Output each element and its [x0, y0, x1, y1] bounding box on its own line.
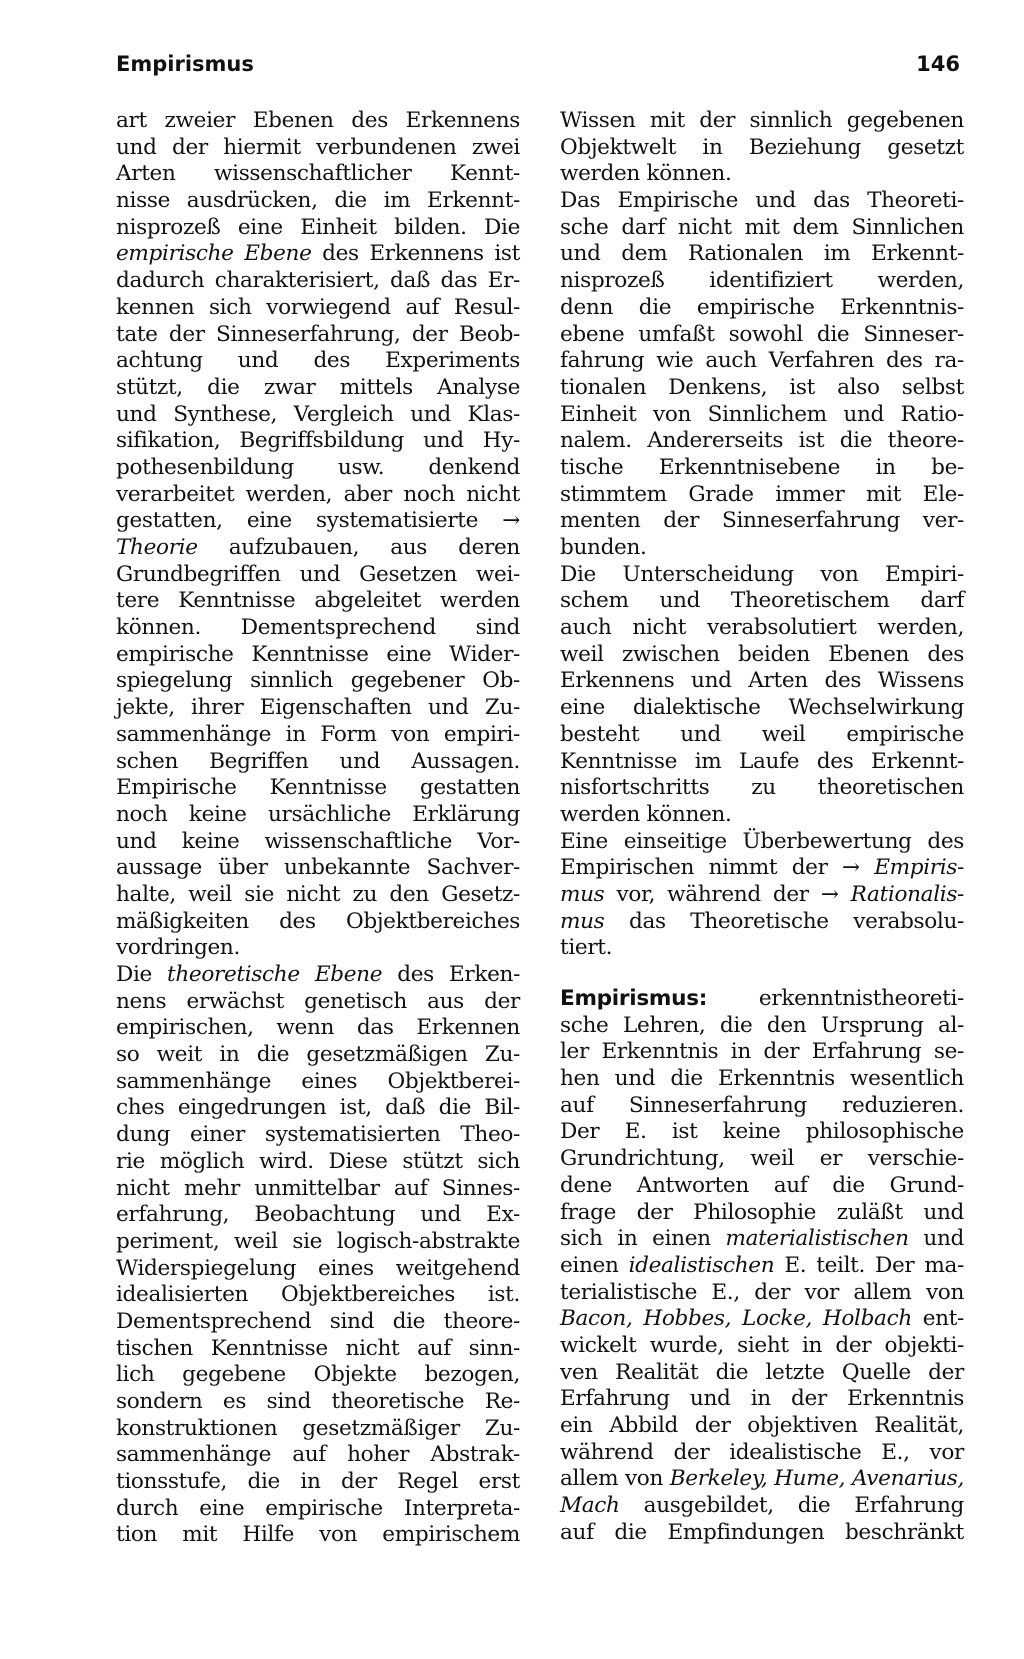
text-line: spiegelung sinnlich gegebener Ob-	[116, 668, 520, 694]
text-line: periment, weil sie logisch-abstrakte	[116, 1228, 520, 1254]
text-line: ein Abbild der objektiven Realität,	[560, 1413, 964, 1438]
text-line: Der E. ist keine philosophische	[560, 1119, 964, 1145]
text-line: noch keine ursächliche Erklärung	[116, 801, 520, 827]
text-line: Wissen mit der sinnlich gegebenen	[560, 108, 964, 133]
text-line: Dementsprechend sind die theore-	[116, 1308, 520, 1334]
emphasis-text: mus	[560, 908, 605, 934]
text-line: wickelt wurde, sieht in der objekti-	[560, 1332, 964, 1358]
text-line: empirische Kenntnisse eine Wider-	[116, 641, 520, 667]
text-line: nens erwächst genetisch aus der	[116, 988, 520, 1014]
text-line: Objektwelt in Beziehung gesetzt	[560, 134, 964, 160]
text-line: aussage über unbekannte Sachver-	[116, 855, 520, 881]
text-line: können. Dementsprechend sind	[116, 615, 520, 641]
page-number: 146	[916, 52, 960, 76]
text-line: terialistische E., der vor allem von	[560, 1279, 964, 1305]
text-line: tionalen Denkens, ist also selbst	[560, 374, 964, 400]
text-line: sche darf nicht mit dem Sinnlichen	[560, 214, 964, 240]
text-line: mus vor, während der → Rationalis-	[560, 881, 964, 907]
text-line: dung einer systematisierten Theo-	[116, 1122, 520, 1148]
text-line: vordringen.	[116, 935, 241, 961]
left-text-column	[116, 108, 520, 1549]
text-line: ven Realität die letzte Quelle der	[560, 1359, 964, 1385]
text-line: nisfortschritts zu theoretischen	[560, 775, 964, 801]
text-line: Theorie aufzubauen, aus deren	[116, 535, 520, 560]
emphasis-text: Rationalis-	[850, 881, 964, 907]
emphasis-text: Bacon, Hobbes, Locke, Holbach	[560, 1306, 912, 1332]
text-line: kennen sich vorwiegend auf Resul-	[116, 294, 520, 320]
text-line: tischen Kenntnisse nicht auf sinn-	[116, 1335, 520, 1361]
text-line: Empirische Kenntnisse gestatten	[116, 775, 520, 801]
text-line: auf die Empfindungen beschränkt	[560, 1519, 964, 1545]
text-line: allem von Berkeley, Hume, Avenarius,	[560, 1466, 965, 1492]
text-line: ler Erkenntnis in der Erfahrung se-	[560, 1039, 964, 1065]
text-line: erfahrung, Beobachtung und Ex-	[116, 1202, 520, 1228]
text-line: Die theoretische Ebene des Erken-	[116, 962, 521, 987]
page-header	[116, 52, 960, 88]
text-line: einen idealistischen E. teilt. Der ma-	[560, 1252, 965, 1278]
text-line: Bacon, Hobbes, Locke, Holbach ent-	[560, 1306, 964, 1332]
text-line: Erfahrung und in der Erkenntnis	[560, 1386, 964, 1412]
text-line: sammenhänge in Form von empiri-	[116, 721, 520, 747]
text-line: ches eingedrungen ist, daß die Bil-	[116, 1095, 520, 1121]
text-line: Erkennens und Arten des Wissens	[560, 668, 964, 694]
text-line: Eine einseitige Überbewertung des	[560, 828, 964, 854]
text-line: so weit in die gesetzmäßigen Zu-	[116, 1042, 520, 1068]
text-line: und der hiermit verbundenen zwei	[116, 134, 520, 160]
text-line: empirische Ebene des Erkennens ist	[116, 241, 520, 267]
text-line: frage der Philosophie zuläßt und	[560, 1199, 964, 1225]
text-line: und dem Rationalen im Erkennt-	[560, 241, 964, 267]
text-line: Widerspiegelung eines weitgehend	[116, 1255, 520, 1281]
emphasis-text: Berkeley, Hume, Avenarius,	[669, 1466, 965, 1492]
text-line: nicht mehr unmittelbar auf Sinnes-	[116, 1175, 520, 1201]
text-line: durch eine empirische Interpreta-	[116, 1495, 520, 1521]
text-line: sammenhänge eines Objektberei-	[116, 1068, 520, 1094]
text-line: rie möglich wird. Diese stützt sich	[116, 1148, 520, 1174]
emphasis-text: mus	[560, 881, 605, 907]
text-line: hen und die Erkenntnis wesentlich	[560, 1066, 964, 1092]
text-line: pothesenbildung usw. denkend	[116, 454, 520, 480]
text-line: verarbeitet werden, aber noch nicht	[116, 481, 520, 507]
text-line: stützt, die zwar mittels Analyse	[116, 374, 520, 400]
text-line: art zweier Ebenen des Erkennens	[116, 108, 520, 133]
text-line: idealisierten Objektbereiches ist.	[116, 1282, 520, 1308]
text-line: Mach ausgebildet, die Erfahrung	[560, 1493, 964, 1519]
text-line: und Synthese, Vergleich und Klas-	[116, 401, 520, 427]
text-line: nisprozeß eine Einheit bilden. Die	[116, 214, 520, 240]
text-line: Arten wissenschaftlicher Kennt-	[116, 161, 520, 187]
text-line: menten der Sinneserfahrung ver-	[560, 508, 964, 534]
text-line: Das Empirische und das Theoreti-	[560, 188, 964, 214]
text-line: tionsstufe, die in der Regel erst	[116, 1469, 520, 1495]
right-text-column	[560, 108, 964, 1546]
text-line: gestatten, eine systematisierte →	[116, 508, 520, 534]
emphasis-text: Theorie	[116, 535, 198, 560]
text-line: Empirismus: erkenntnistheoreti-	[560, 986, 964, 1011]
text-line: tere Kenntnisse abgeleitet werden	[116, 588, 520, 614]
text-line: tate der Sinneserfahrung, der Beob-	[116, 321, 520, 347]
text-line: empirischen, wenn das Erkennen	[116, 1015, 520, 1041]
text-line: schem und Theoretischem darf	[560, 588, 964, 614]
text-line: besteht und weil empirische	[560, 721, 964, 747]
text-line: dadurch charakterisiert, daß das Er-	[116, 268, 520, 294]
text-line: denn die empirische Erkenntnis-	[560, 294, 964, 320]
text-line: eine dialektische Wechselwirkung	[560, 695, 964, 721]
text-line: mäßigkeiten des Objektbereiches	[116, 908, 520, 934]
text-line: Grundbegriffen und Gesetzen wei-	[116, 561, 520, 587]
emphasis-text: empirische Ebene	[116, 241, 312, 267]
text-line: lich gegebene Objekte bezogen,	[116, 1362, 520, 1388]
text-line: sche Lehren, die den Ursprung al-	[560, 1012, 964, 1038]
emphasis-text: idealistischen	[628, 1252, 775, 1278]
text-line: sifikation, Begriffsbildung und Hy-	[116, 428, 520, 454]
text-line: nisse ausdrücken, die im Erkennt-	[116, 188, 520, 214]
text-line: jekte, ihrer Eigenschaften und Zu-	[116, 695, 520, 721]
text-line: Kenntnisse im Laufe des Erkennt-	[560, 748, 964, 774]
text-line: auch nicht verabsolutiert werden,	[560, 615, 964, 641]
text-line: sondern es sind theoretische Re-	[116, 1389, 520, 1414]
text-line: und keine wissenschaftliche Vor-	[116, 828, 520, 854]
text-line: ebene umfaßt sowohl die Sinneser-	[560, 321, 964, 347]
text-line: auf Sinneserfahrung reduzieren.	[560, 1092, 964, 1118]
emphasis-text: Mach	[560, 1493, 620, 1519]
text-line: sich in einen materialistischen und	[560, 1226, 964, 1252]
paragraph-gap	[560, 962, 964, 986]
text-line: tische Erkenntnisebene in be-	[560, 454, 964, 480]
text-line: nalem. Andererseits ist die theore-	[560, 428, 964, 454]
text-line: stimmtem Grade immer mit Ele-	[560, 481, 964, 507]
entry-headword: Empirismus:	[560, 986, 708, 1011]
text-line: tion mit Hilfe von empirischem	[116, 1522, 520, 1548]
text-line: schen Begriffen und Aussagen.	[116, 748, 520, 774]
emphasis-text: Empiris-	[874, 855, 964, 881]
text-line: bunden.	[560, 535, 647, 560]
text-line: werden können.	[560, 801, 732, 827]
emphasis-text: materialistischen	[725, 1226, 909, 1252]
text-line: Einheit von Sinnlichem und Ratio-	[560, 401, 964, 427]
emphasis-text: theoretische Ebene	[167, 962, 383, 987]
running-head-title: Empirismus	[116, 52, 254, 76]
text-line: Die Unterscheidung von Empiri-	[560, 561, 964, 587]
text-line: nisprozeß identifiziert werden,	[560, 268, 964, 294]
text-line: achtung und des Experiments	[116, 348, 520, 374]
text-line: dene Antworten auf die Grund-	[560, 1172, 964, 1198]
text-line: tiert.	[560, 935, 613, 961]
text-line: sammenhänge auf hoher Abstrak-	[116, 1442, 520, 1468]
text-line: weil zwischen beiden Ebenen des	[560, 641, 964, 667]
text-line: mus das Theoretische verabsolu-	[560, 908, 964, 934]
text-line: Grundrichtung, weil er verschie-	[560, 1146, 964, 1172]
text-line: werden können.	[560, 161, 732, 187]
text-line: fahrung wie auch Verfahren des ra-	[560, 348, 964, 374]
text-line: halte, weil sie nicht zu den Gesetz-	[116, 881, 520, 907]
text-line: Empirischen nimmt der → Empiris-	[560, 855, 964, 881]
text-line: konstruktionen gesetzmäßiger Zu-	[116, 1415, 520, 1441]
text-line: während der idealistische E., vor	[560, 1439, 964, 1465]
